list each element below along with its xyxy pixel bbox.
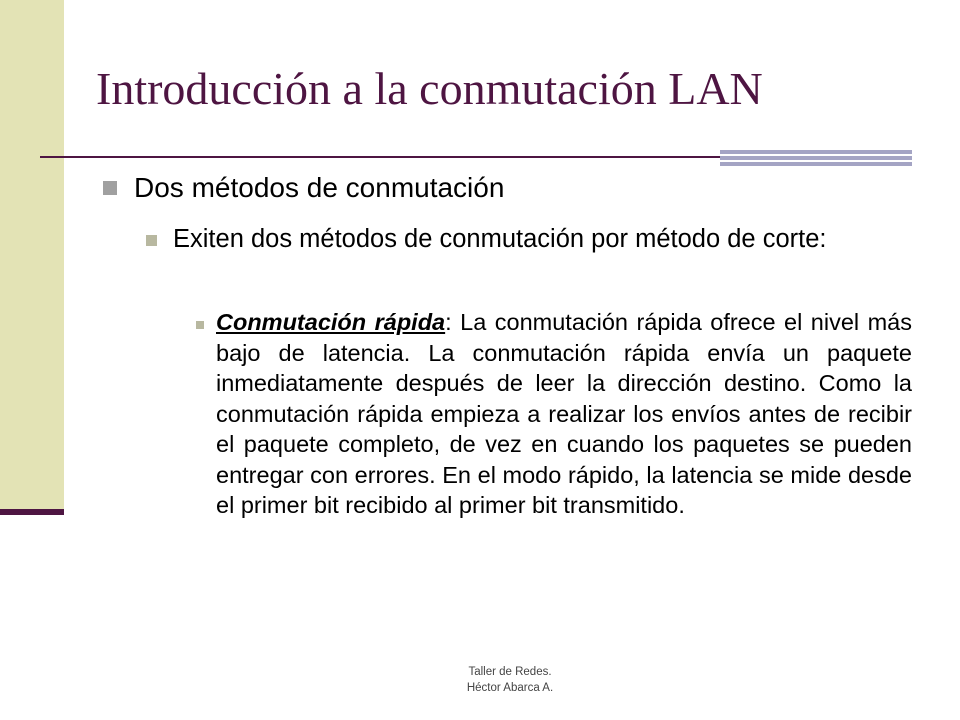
sidebar-panel [0, 0, 64, 512]
term-conmutacion-rapida: Conmutación rápida [216, 309, 446, 335]
slide-footer [410, 664, 610, 696]
bullet-level3-text: La conmutación rápida ofrece el nivel más bajo de latencia. La conmutación rápida envía un paquete inmediatamente después de leer la dirección destino. Como la conmutación rápida empieza a realizar los envíos antes de recibir el paquete completo, de vez en cuando los paquetes se pueden entregar con errores. En el modo rápido, la latencia se mide desde el primer bit recibido al primer bit transmitido. [216, 309, 913, 518]
footer-course: Taller de Redes. [468, 666, 552, 678]
bullet-level2-text: Exiten dos métodos de conmutación por método de corte: [173, 225, 827, 253]
bullet-level2-icon [146, 235, 157, 246]
term-separator: : [445, 309, 452, 335]
bullet-level1-text: Dos métodos de conmutación [134, 172, 505, 203]
bullet-level3-icon [196, 321, 204, 329]
bullet-level1-icon [103, 181, 117, 195]
slide-title: Introducción a la conmutación LAN [96, 63, 763, 114]
title-divider-accent [720, 150, 912, 166]
footer-author: Héctor Abarca A. [466, 682, 554, 694]
sidebar-accent-bar [0, 509, 64, 515]
bullet-level3-paragraph [216, 307, 912, 521]
